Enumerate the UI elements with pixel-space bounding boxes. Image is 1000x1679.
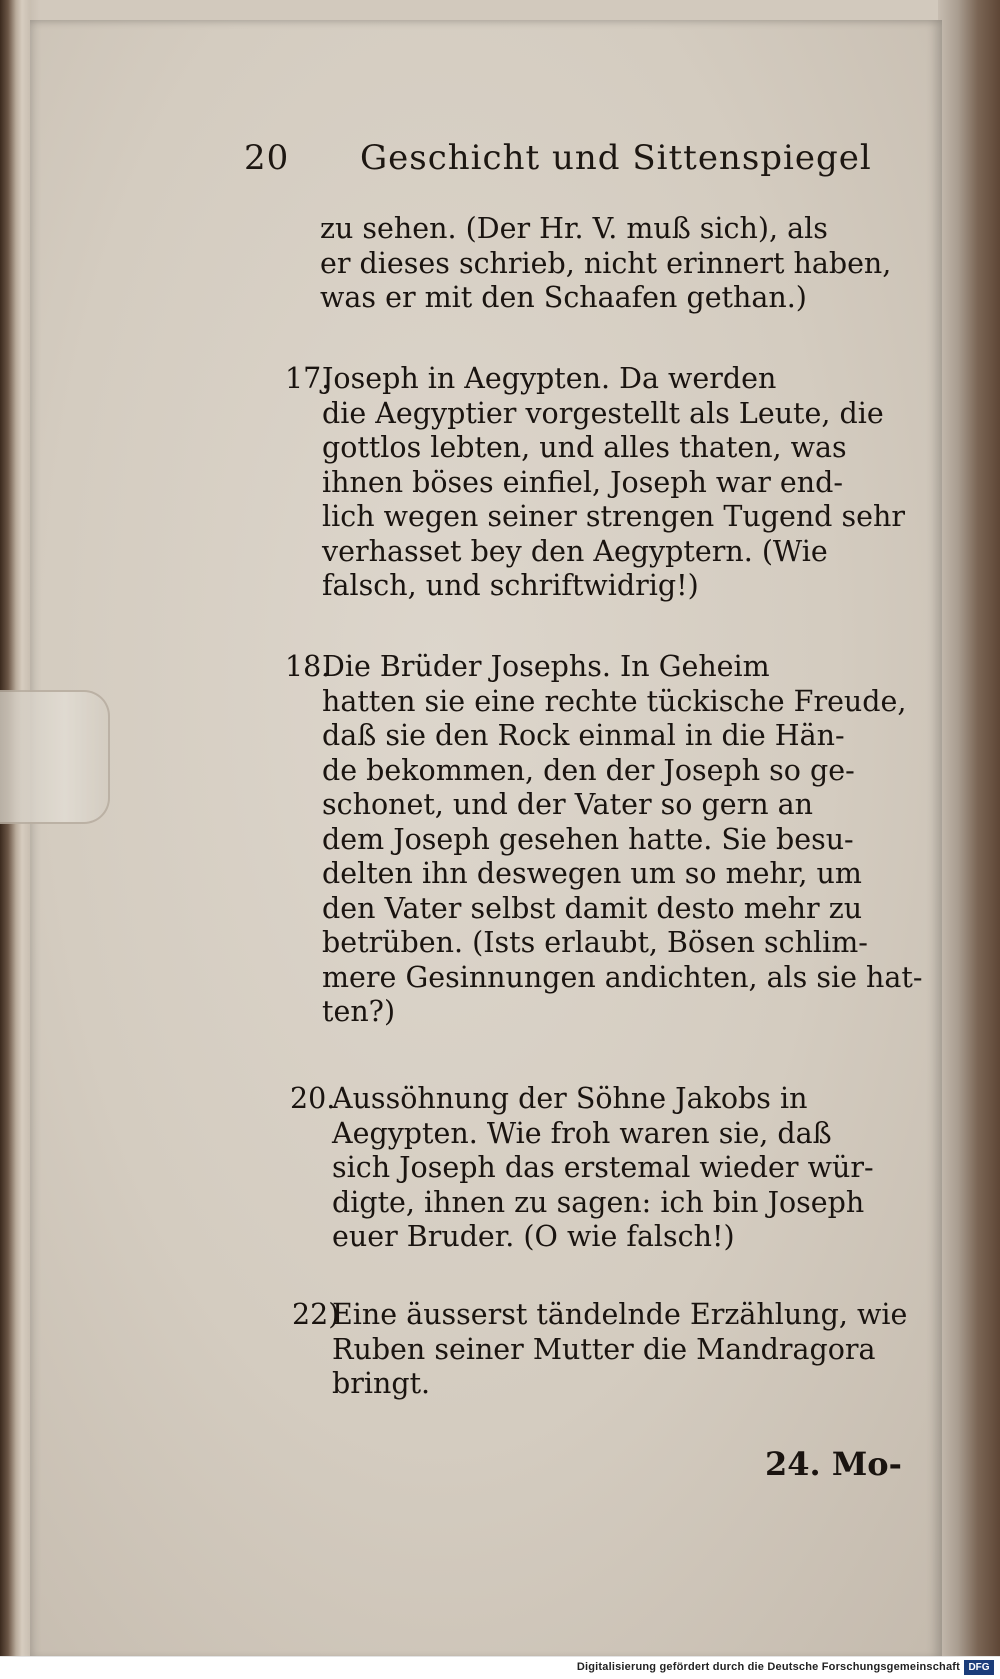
text-line: falsch, und schriftwidrig!) bbox=[322, 569, 699, 602]
entry-17-text bbox=[322, 362, 905, 604]
text-line: Ruben seiner Mutter die Mandragora bbox=[332, 1332, 876, 1366]
catchword: 24. Mo- bbox=[765, 1445, 902, 1483]
text-line: hatten sie eine rechte tückische Freude, bbox=[322, 684, 907, 718]
text-line: mere Gesinnungen andichten, als sie hat- bbox=[322, 960, 923, 994]
text-line: sich Joseph das erstemal wieder wür- bbox=[332, 1151, 874, 1184]
entry-22-text bbox=[332, 1298, 907, 1402]
dfg-logo: DFG bbox=[964, 1660, 994, 1675]
text-line: was er mit den Schaafen gethan.) bbox=[320, 281, 807, 314]
text-line: Die Brüder Josephs. In Geheim bbox=[322, 650, 770, 683]
entry-number: 18. bbox=[285, 650, 331, 683]
entry-20-text bbox=[332, 1082, 874, 1255]
text-line: ten?) bbox=[322, 995, 396, 1028]
text-line: euer Bruder. (O wie falsch!) bbox=[332, 1220, 735, 1253]
running-title: Geschicht und Sittenspiegel bbox=[360, 138, 872, 178]
text-line: ihnen böses einfiel, Joseph war end- bbox=[322, 465, 844, 499]
text-line: Joseph in Aegypten. Da werden bbox=[322, 362, 777, 395]
entry-18-text bbox=[322, 650, 922, 1030]
text-line: daß sie den Rock einmal in die Hän- bbox=[322, 719, 845, 752]
text-line: de bekommen, den der Joseph so ge- bbox=[322, 753, 855, 787]
text-line: den Vater selbst damit desto mehr zu bbox=[322, 891, 863, 925]
text-line: lich wegen seiner strengen Tugend sehr bbox=[322, 500, 905, 533]
text-line: gottlos lebten, und alles thaten, was bbox=[322, 431, 847, 464]
text-line: digte, ihnen zu sagen: ich bin Joseph bbox=[332, 1185, 865, 1219]
text-line: bringt. bbox=[332, 1367, 431, 1400]
entry-number: 22) bbox=[292, 1298, 340, 1331]
text-line: betrüben. (Ists erlaubt, Bösen schlim- bbox=[322, 926, 868, 959]
text-line: Eine äusserst tändelnde Erzählung, wie bbox=[332, 1298, 908, 1331]
entry-continuation bbox=[320, 212, 891, 316]
entry-number: 17. bbox=[285, 362, 331, 395]
text-line: Aussöhnung der Söhne Jakobs in bbox=[332, 1082, 808, 1115]
text-line: schonet, und der Vater so gern an bbox=[322, 788, 813, 821]
text-line: Aegypten. Wie froh waren sie, daß bbox=[332, 1116, 832, 1150]
text-line: dem Joseph gesehen hatte. Sie besu- bbox=[322, 822, 854, 856]
text-line: verhasset bey den Aegyptern. (Wie bbox=[322, 534, 828, 568]
banner-text: Digitalisierung gefördert durch die Deutsche Forschungsgemeinschaft bbox=[576, 1661, 960, 1673]
page-number: 20 bbox=[244, 138, 290, 178]
text-line: die Aegyptier vorgestellt als Leute, die bbox=[322, 396, 884, 430]
digitization-banner bbox=[0, 1656, 1000, 1679]
text-line: er dieses schrieb, nicht erinnert haben, bbox=[320, 246, 892, 280]
text-line: zu sehen. (Der Hr. V. muß sich), als bbox=[320, 212, 828, 245]
entry-number: 20. bbox=[290, 1082, 336, 1115]
text-line: delten ihn deswegen um so mehr, um bbox=[322, 857, 862, 890]
